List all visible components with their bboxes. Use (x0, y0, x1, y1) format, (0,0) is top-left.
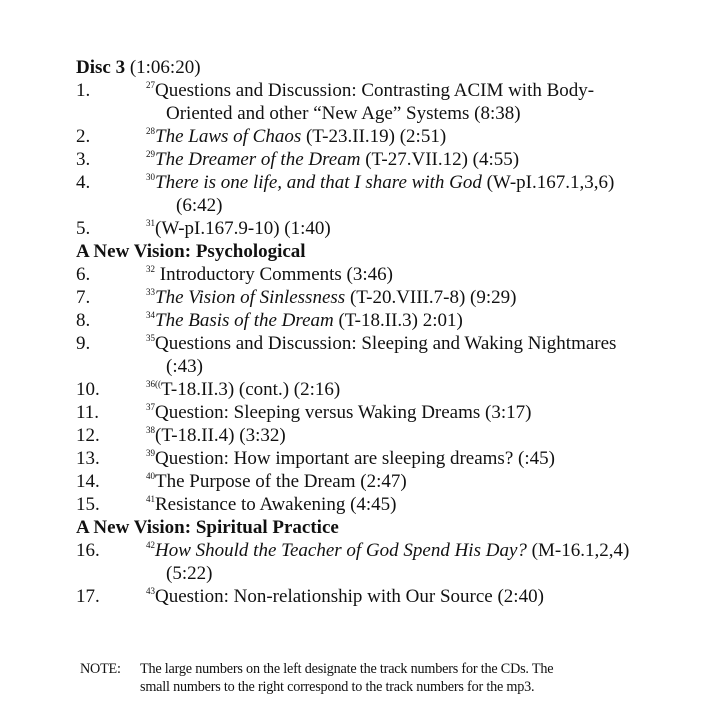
cd-track-number: 2. (76, 126, 91, 147)
track-text (146, 309, 696, 332)
track-continuation: (:43) (166, 356, 203, 377)
track-continuation: (5:22) (166, 563, 213, 584)
mp3-track-number: 34 (146, 310, 155, 320)
section-heading: A New Vision: Spiritual Practice (76, 517, 339, 538)
track-entry (76, 493, 696, 516)
track-text (146, 401, 696, 424)
track-entry (76, 309, 696, 332)
cd-track-number: 15. (76, 494, 100, 515)
mp3-track-number: 40 (146, 471, 155, 481)
mp3-track-number: 36(( (146, 379, 161, 389)
mp3-track-number: 37 (146, 402, 155, 412)
cd-track-number: 14. (76, 471, 100, 492)
track-entry (76, 424, 696, 447)
mp3-track-number: 41 (146, 494, 155, 504)
track-title: The Basis of the Dream (155, 310, 334, 331)
mp3-track-number: 29 (146, 149, 155, 159)
track-title: Questions and Discussion: Sleeping and Waking Nightmares (155, 333, 617, 354)
disc-heading (76, 56, 696, 79)
track-title: Question: Non-relationship with Our Source (2:40) (155, 586, 544, 607)
track-text (146, 286, 696, 309)
track-entry (76, 263, 696, 286)
mp3-track-number: 28 (146, 126, 155, 136)
cd-track-number: 10. (76, 379, 100, 400)
track-entry (76, 332, 696, 378)
track-text (146, 148, 696, 171)
track-entry (76, 286, 696, 309)
track-title: There is one life, and that I share with God (155, 172, 482, 193)
track-text (146, 424, 696, 447)
disc-duration: (1:06:20) (129, 57, 201, 78)
mp3-track-number: 33 (146, 287, 155, 297)
track-reference: (T-23.II.19) (2:51) (301, 126, 447, 147)
cd-track-number: 7. (76, 287, 91, 308)
track-reference: (M-16.1,2,4) (526, 540, 630, 561)
track-entry (76, 217, 696, 240)
cd-track-number: 1. (76, 80, 91, 101)
cd-track-number: 4. (76, 172, 91, 193)
track-entry (76, 148, 696, 171)
track-title: Questions and Discussion: Contrasting ACIM with Body- (155, 80, 595, 101)
mp3-track-number: 39 (146, 448, 155, 458)
mp3-track-number: 31 (146, 218, 155, 228)
track-reference: (T-18.II.3) 2:01) (333, 310, 463, 331)
track-text (146, 447, 696, 470)
track-title: The Dreamer of the Dream (155, 149, 361, 170)
track-text (146, 171, 696, 217)
track-reference: (W-pI.167.1,3,6) (481, 172, 615, 193)
track-title: Resistance to Awakening (4:45) (155, 494, 397, 515)
cd-track-number: 17. (76, 586, 100, 607)
track-text (146, 493, 696, 516)
track-text (146, 332, 696, 378)
track-continuation: (6:42) (176, 195, 223, 216)
cd-track-number: 11. (76, 402, 100, 423)
track-title: How Should the Teacher of God Spend His Day? (155, 540, 527, 561)
track-entry (76, 378, 696, 401)
track-entry (76, 171, 696, 217)
disc-label: Disc 3 (76, 57, 126, 78)
track-text (146, 470, 696, 493)
track-title: The Purpose of the Dream (2:47) (155, 471, 407, 492)
mp3-track-number: 32 (146, 264, 155, 274)
mp3-track-number: 43 (146, 586, 155, 596)
track-text (146, 539, 696, 585)
track-title: Question: How important are sleeping dreams? (:45) (155, 448, 555, 469)
note-line: The large numbers on the left designate the track numbers for the CDs. The (140, 661, 554, 677)
note-line: small numbers to the right correspond to the track numbers for the mp3. (140, 679, 535, 695)
track-entry (76, 401, 696, 424)
cd-track-number: 13. (76, 448, 100, 469)
note-text (140, 660, 640, 696)
track-entry (76, 470, 696, 493)
mp3-track-number: 30 (146, 172, 155, 182)
track-entry (76, 125, 696, 148)
track-text (146, 378, 696, 401)
track-entry (76, 585, 696, 608)
track-continuation: Oriented and other “New Age” Systems (8:38) (166, 103, 521, 124)
track-text (146, 125, 696, 148)
track-title: (T-18.II.4) (3:32) (155, 425, 286, 446)
track-reference: (T-27.VII.12) (4:55) (360, 149, 520, 170)
track-text (146, 79, 696, 125)
track-entry (76, 539, 696, 585)
cd-track-number: 9. (76, 333, 91, 354)
cd-track-number: 16. (76, 540, 100, 561)
mp3-track-number: 42 (146, 540, 155, 550)
cd-track-number: 12. (76, 425, 100, 446)
cd-track-number: 5. (76, 218, 91, 239)
track-entry (76, 447, 696, 470)
cd-track-number: 8. (76, 310, 91, 331)
track-reference: (T-20.VIII.7-8) (9:29) (345, 287, 517, 308)
track-title: The Laws of Chaos (155, 126, 302, 147)
track-text (146, 263, 696, 286)
track-listing (76, 56, 696, 608)
cd-track-number: 6. (76, 264, 91, 285)
note-label: NOTE: (80, 661, 121, 677)
track-title: The Vision of Sinlessness (155, 287, 346, 308)
track-entry (76, 79, 696, 125)
mp3-track-number: 35 (146, 333, 155, 343)
track-text (146, 217, 696, 240)
track-title: Introductory Comments (3:46) (155, 264, 393, 285)
cd-track-number: 3. (76, 149, 91, 170)
mp3-track-number: 38 (146, 425, 155, 435)
section-heading: A New Vision: Psychological (76, 241, 306, 262)
footnote (80, 660, 640, 696)
track-title: (W-pI.167.9-10) (1:40) (155, 218, 331, 239)
track-title: Question: Sleeping versus Waking Dreams (3:17) (155, 402, 532, 423)
mp3-track-number: 27 (146, 80, 155, 90)
track-text (146, 585, 696, 608)
track-title: T-18.II.3) (cont.) (2:16) (161, 379, 341, 400)
